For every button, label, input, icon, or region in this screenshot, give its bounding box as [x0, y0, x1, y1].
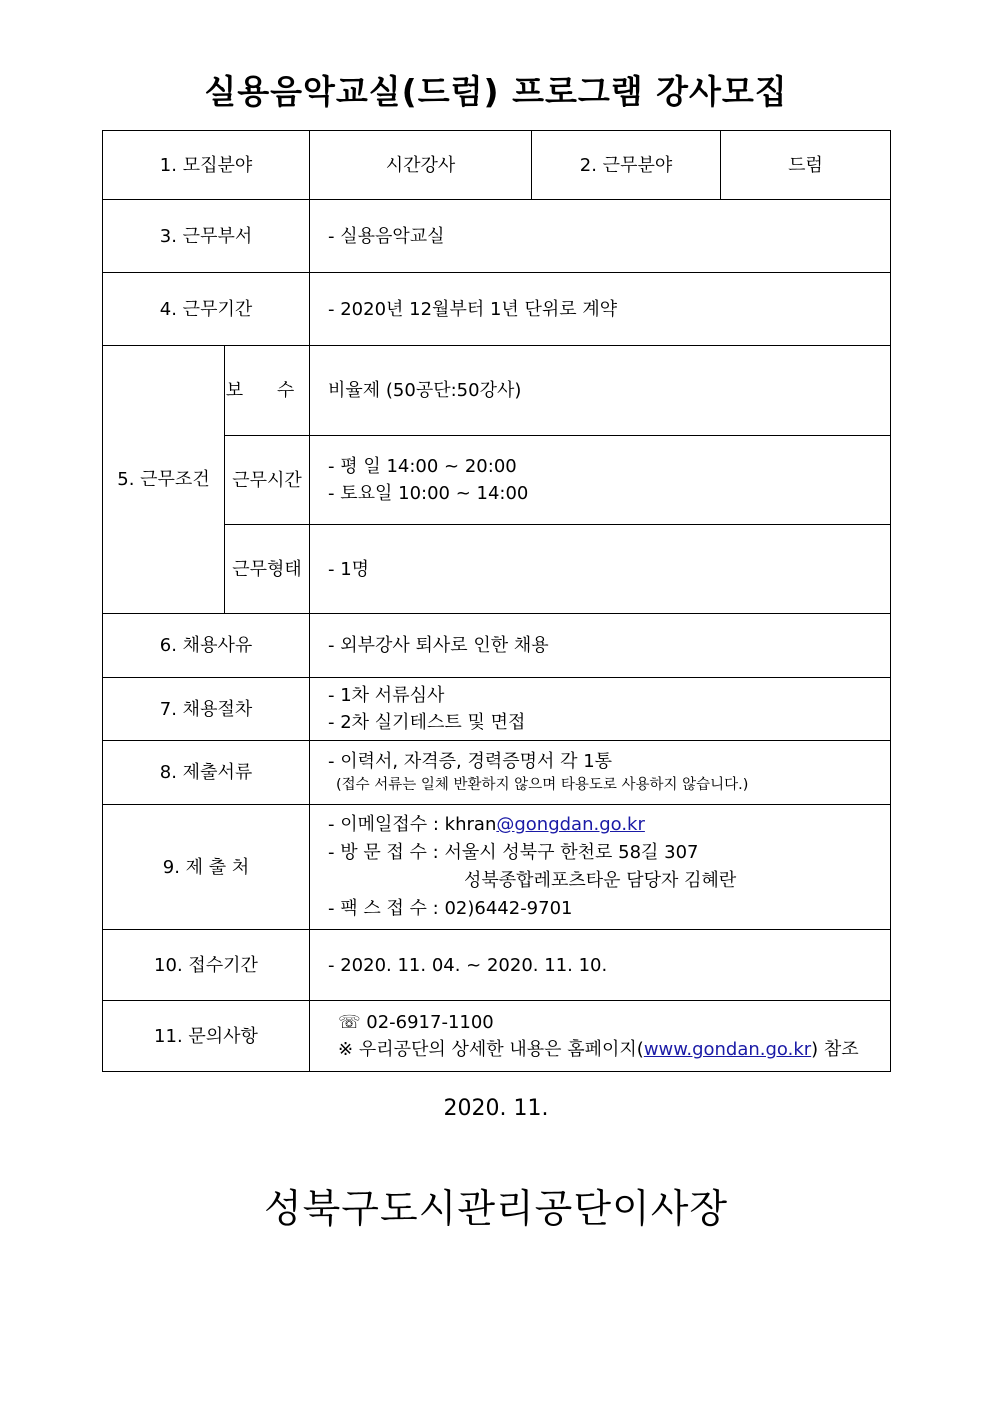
value-work-field: 드럼 — [721, 131, 891, 200]
submission-fax: - 팩 스 접 수 : 02)6442-9701 — [328, 897, 573, 919]
issuer-name: 성북구도시관리공단이사장 — [263, 1187, 729, 1232]
row-reason — [103, 614, 891, 678]
email-prefix: - 이메일접수 : khran — [328, 814, 497, 836]
label-reception-period: 10. 접수기간 — [103, 930, 310, 1001]
row-period — [103, 273, 891, 346]
row-recruit-field — [103, 131, 891, 200]
note-suffix: ) 참조 — [811, 1039, 859, 1060]
submission-email — [328, 811, 890, 839]
label-period: 4. 근무기간 — [103, 273, 310, 346]
label-procedure: 7. 채용절차 — [103, 678, 310, 741]
row-documents — [103, 741, 891, 805]
submission-visit-contact: 성북종합레포츠타운 담당자 김혜란 — [464, 870, 737, 891]
label-hours: 근무시간 — [225, 436, 310, 525]
label-conditions: 5. 근무조건 — [103, 346, 225, 614]
submission-visit: - 방 문 접 수 : 서울시 성북구 한천로 58길 307 — [328, 842, 699, 864]
row-reception-period — [103, 930, 891, 1001]
procedure-step-1: - 1차 서류심사 — [328, 685, 445, 706]
documents-list: - 이력서, 자격증, 경력증명서 각 1통 — [328, 751, 613, 773]
label-inquiry: 11. 문의사항 — [103, 1001, 310, 1072]
value-pay: 비율제 (50공단:50강사) — [310, 346, 891, 436]
inquiry-phone: ☏ 02-6917-1100 — [338, 1012, 494, 1033]
hours-saturday: - 토요일 10:00 ~ 14:00 — [328, 483, 529, 504]
value-work-type: - 1명 — [310, 525, 891, 614]
email-link[interactable]: @gongdan.go.kr — [496, 814, 645, 836]
value-department: - 실용음악교실 — [310, 200, 891, 273]
note-prefix: ※ 우리공단의 상세한 내용은 홈페이지( — [338, 1039, 644, 1060]
value-hours — [310, 436, 891, 525]
row-inquiry — [103, 1001, 891, 1072]
label-reason: 6. 채용사유 — [103, 614, 310, 678]
value-period: - 2020년 12월부터 1년 단위로 계약 — [310, 273, 891, 346]
value-inquiry — [310, 1001, 891, 1072]
value-documents — [310, 741, 891, 805]
label-documents: 8. 제출서류 — [103, 741, 310, 805]
label-work-type: 근무형태 — [225, 525, 310, 614]
row-department — [103, 200, 891, 273]
label-submission: 9. 제 출 처 — [103, 805, 310, 930]
label-department: 3. 근무부서 — [103, 200, 310, 273]
label-pay: 보 수 — [225, 346, 310, 436]
label-recruit-field: 1. 모집분야 — [103, 131, 310, 200]
row-pay — [103, 346, 891, 436]
value-reason: - 외부강사 퇴사로 인한 채용 — [310, 614, 891, 678]
procedure-step-2: - 2차 실기테스트 및 면접 — [328, 712, 526, 733]
issue-date: 2020. 11. — [443, 1096, 549, 1121]
recruitment-table — [102, 130, 891, 1072]
row-submission — [103, 805, 891, 930]
homepage-link[interactable]: www.gondan.go.kr — [643, 1039, 812, 1060]
inquiry-note — [338, 1036, 890, 1063]
hours-weekday: - 평 일 14:00 ~ 20:00 — [328, 456, 517, 477]
row-procedure — [103, 678, 891, 741]
documents-note: (접수 서류는 일체 반환하지 않으며 타용도로 사용하지 않습니다.) — [336, 777, 749, 794]
value-reception-period: - 2020. 11. 04. ~ 2020. 11. 10. — [310, 930, 891, 1001]
value-recruit-field: 시간강사 — [310, 131, 532, 200]
page-title: 실용음악교실(드럼) 프로그램 강사모집 — [204, 72, 788, 111]
value-procedure — [310, 678, 891, 741]
value-submission — [310, 805, 891, 930]
label-work-field: 2. 근무분야 — [532, 131, 721, 200]
